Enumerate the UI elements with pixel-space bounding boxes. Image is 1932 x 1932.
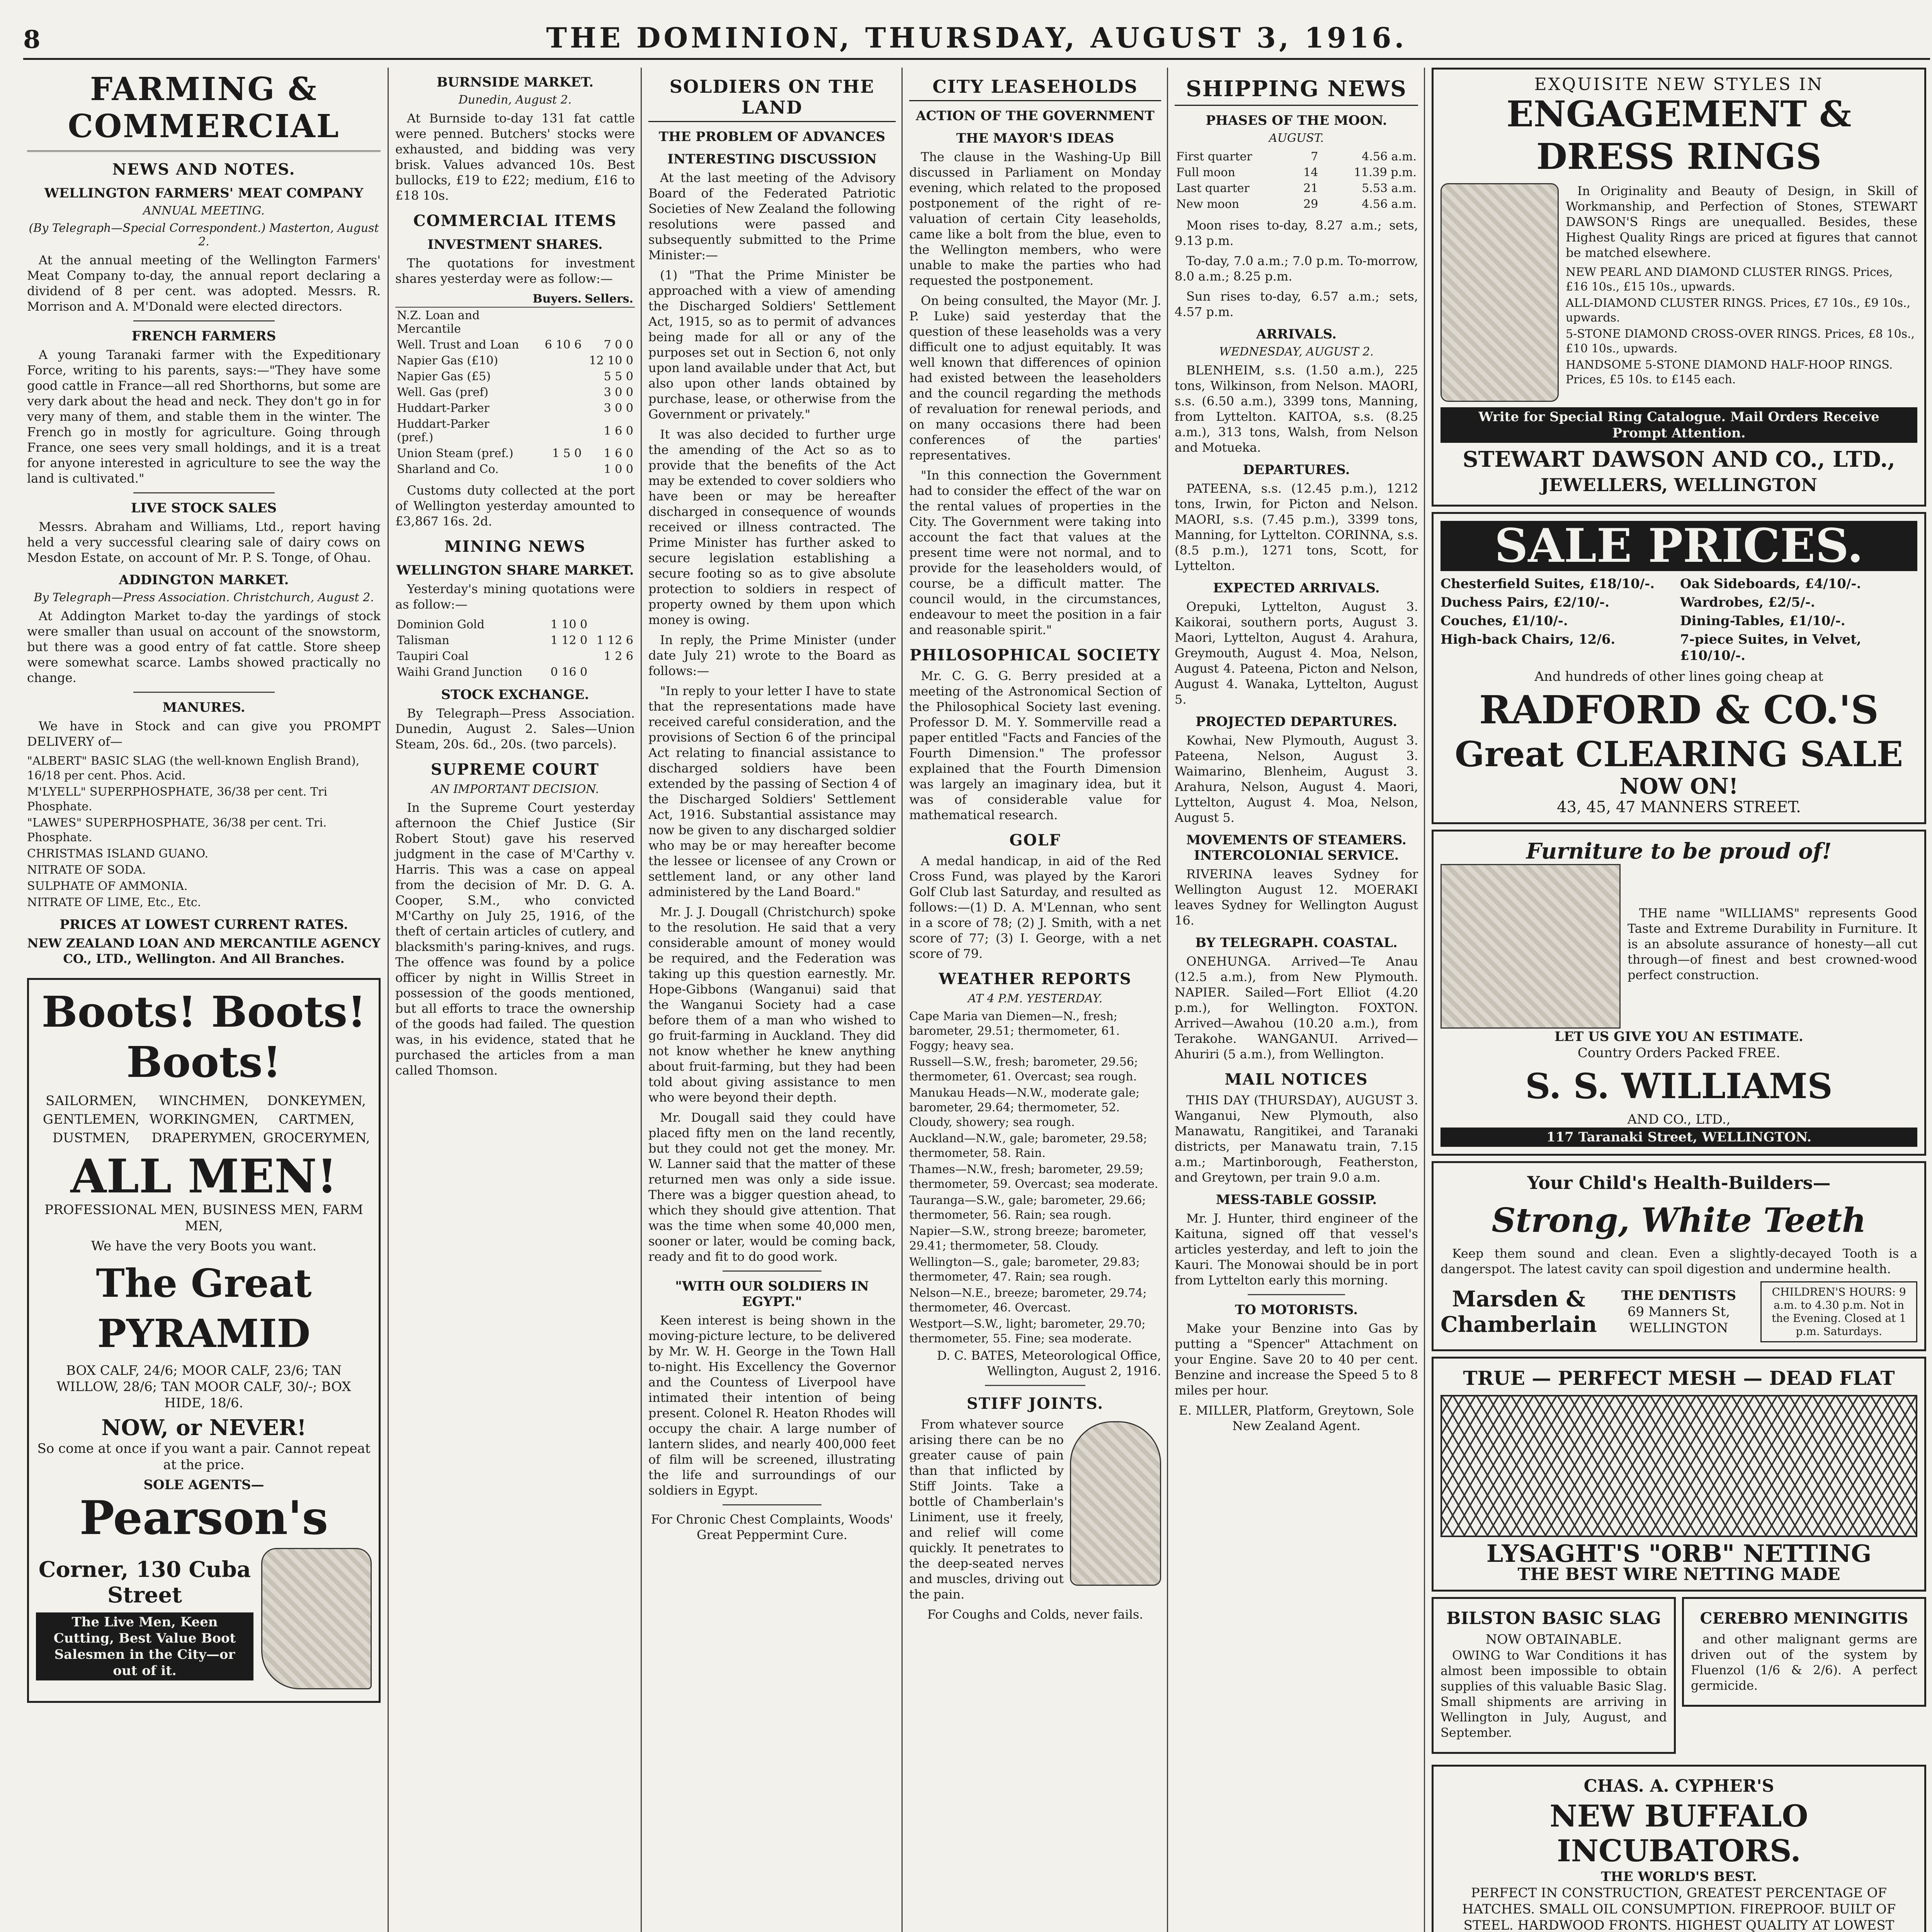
manure-item: SULPHATE OF AMMONIA. <box>27 879 188 893</box>
weather-report: Napier—S.W., strong breeze; barometer, 29.41; thermometer, 58. Cloudy. <box>909 1225 1147 1253</box>
advert-text: For Chronic Chest Complaints, Woods' Great Peppermint Cure. <box>651 1512 893 1542</box>
table-row: Well. Trust and Loan 6 10 6 7 0 0 <box>397 338 633 352</box>
sale-item: Oak Sideboards, £4/10/-. <box>1680 576 1861 592</box>
article-text: A medal handicap, in aid of the Red Cross Fund, was played by the Karori Golf Club last Saturday, and resulted as follows:—(1) D. A. M'Lennan, who sent in a score of 78; (2) J. Smith, with a net score of 77; (3) I. George, with a net score of 79. <box>909 854 1161 961</box>
article-heading: BY TELEGRAPH. COASTAL. <box>1195 935 1398 951</box>
article-dateline: (By Telegraph—Special Correspondent.) Masterton, August 2. <box>29 221 379 248</box>
boots-now-never: NOW, or NEVER! <box>101 1415 306 1440</box>
dawson-name: STEWART DAWSON AND CO., LTD., <box>1463 447 1895 472</box>
sale-item: Wardrobes, £2/5/-. <box>1680 595 1815 610</box>
lysaght-top: TRUE — PERFECT MESH — DEAD FLAT <box>1463 1367 1895 1389</box>
article-text: "In reply to your letter I have to state that the representations made have received careful consideration, and the provisions of Section 6 of the principal Act relating to financial assistance to discharged soldiers have been extended by the passing of Section 4 of the Discharged Soldiers' Settlement Act, 1916. Substantial assistance may now be given to any discharged soldier who may be or may hereafter become the lessee or licensee of any Crown or settlement land, or any other land administered by the Land Board." <box>648 684 896 899</box>
cypher-headline: NEW BUFFALO INCUBATORS. <box>1549 1799 1808 1869</box>
boot-illustration <box>261 1548 372 1689</box>
article-heading: CITY LEASEHOLDS <box>909 76 1161 101</box>
dawson-headline: ENGAGEMENT & DRESS RINGS <box>1506 93 1852 177</box>
article-heading: DEPARTURES. <box>1243 462 1350 478</box>
manure-item: "LAWES" SUPERPHOSPHATE, 36/38 per cent. Tri. Phosphate. <box>27 816 327 844</box>
article-heading: WEATHER REPORTS <box>939 970 1132 988</box>
article-text: Kowhai, New Plymouth, August 3. Pateena, Nelson, August 3. Waimarino, Blenheim, August 3. Arahura, Nelson, August 4. Maori, Lyttelton, August 4. Moa, Nelson, August 5. <box>1175 733 1418 825</box>
article-text: At the last meeting of the Advisory Board of the Federated Patriotic Societies of New Zealand the following resolutions were passed and subsequently submitted to the Prime Minister:— <box>648 170 896 262</box>
article-text: It was also decided to further urge the amending of the Act so as to provide that the benefits of the Act may be extended to cover soldiers who have been or may be hereafter discharged in consequence of wounds received or illness contracted. The Prime Minister has further asked to secure legislation establishing a secure footing so as to give absolute protection to soldiers in respect of property owned by them upon which money is owing. <box>648 427 896 627</box>
article-subheading: AT 4 P.M. YESTERDAY. <box>968 992 1103 1005</box>
column-rule <box>1424 68 1425 1932</box>
article-heading: SOLDIERS ON THE LAND <box>648 76 896 122</box>
sale-more: And hundreds of other lines going cheap at <box>1534 669 1823 684</box>
table-row: Waihi Grand Junction 0 16 0 <box>397 665 588 679</box>
article-heading: PHILOSOPHICAL SOCIETY <box>910 646 1161 664</box>
sale-item: Couches, £1/10/-. <box>1440 613 1568 629</box>
article-heading: PROJECTED DEPARTURES. <box>1196 714 1397 730</box>
ring-item: NEW PEARL AND DIAMOND CLUSTER RINGS. Prices, £16 10s., £15 10s., upwards. <box>1566 265 1893 294</box>
article-subheading: INTERESTING DISCUSSION <box>667 151 877 167</box>
boots-sole-agents: SOLE AGENTS— <box>143 1477 264 1493</box>
weather-report: Nelson—N.E., breeze; barometer, 29.74; thermometer, 46. Overcast. <box>909 1286 1147 1315</box>
article-text: Mr. C. G. G. Berry presided at a meeting of the Astronomical Section of the Philosophical Society last evening. Professor D. M. Y. Sommerville read a paper entitled "Facts and Fancies of the Fourth Dimension." The professor explained that the Fourth Dimension was largely an imaginary idea, but it was of considerable value for mathematical research. <box>909 668 1161 822</box>
phases-month: AUGUST. <box>1269 131 1324 145</box>
sale-item: Chesterfield Suites, £18/10/-. <box>1440 576 1655 592</box>
sale-item: Duchess Pairs, £2/10/-. <box>1440 595 1610 610</box>
radford-name: RADFORD & CO.'S <box>1479 687 1879 733</box>
section-heading-mining: MINING NEWS <box>444 537 586 556</box>
boots-prices: BOX CALF, 24/6; MOOR CALF, 23/6; TAN WILLOW, 28/6; TAN MOOR CALF, 30/-; BOX HIDE, 18/6. <box>56 1363 351 1411</box>
weather-footer: D. C. BATES, Meteorological Office, Wellington, August 2, 1916. <box>937 1348 1161 1378</box>
manure-prices: PRICES AT LOWEST CURRENT RATES. <box>60 917 348 932</box>
advert-text: E. MILLER, Platform, Greytown, Sole New Zealand Agent. <box>1179 1403 1414 1433</box>
cypher-text: PERFECT IN CONSTRUCTION, GREATEST PERCENTAGE OF HATCHES. SMALL OIL CONSUMPTION. FIREPROOF. BUILT OF STEEL. HARDWOOD FRONTS. HIGHEST QUALITY AT LOWEST <box>1462 1885 1896 1932</box>
table-row: New moon 29 4.56 a.m. <box>1176 197 1417 211</box>
article-heading: WELLINGTON FARMERS' MEAT COMPANY <box>44 185 364 201</box>
lysaght-name: LYSAGHT'S "ORB" NETTING <box>1486 1539 1872 1568</box>
boots-agent-address: Corner, 130 Cuba Street <box>38 1557 251 1608</box>
shipping-column <box>1171 68 1422 1932</box>
table-row: Napier Gas (£10) 12 10 0 <box>397 354 633 367</box>
boots-trades <box>36 1093 372 1146</box>
ad-heading-manures: MANURES. <box>162 700 245 715</box>
dawson-top: EXQUISITE NEW STYLES IN <box>1534 75 1824 94</box>
advert-text: For Coughs and Colds, never fails. <box>927 1607 1143 1622</box>
article-heading: FRENCH FARMERS <box>131 328 276 344</box>
article-subheading: THE PROBLEM OF ADVANCES <box>658 129 886 145</box>
article-text: Keen interest is being shown in the moving-picture lecture, to be delivered by Mr. W. H. George in the Town Hall to-night. His Excellency the Governor and the Countess of Liverpool have intimated their intention of being present. Colonel R. Heaton Rhodes will occupy the chair. A large number of lantern slides, and nearly 400,000 feet of film will be screened, illustrating the life and surroundings of our soldiers in Egypt. <box>648 1313 896 1498</box>
ad-text: We have in Stock and can give you PROMPT DELIVERY of— <box>27 719 381 749</box>
cerebro-heading: CEREBRO MENINGITIS <box>1700 1609 1908 1628</box>
section-heading-commercial: COMMERCIAL ITEMS <box>413 212 617 230</box>
weather-report: Thames—N.W., fresh; barometer, 29.59; thermometer, 59. Overcast; sea moderate. <box>909 1163 1158 1191</box>
article-text: At Burnside to-day 131 fat cattle were penned. Butchers' stocks were exhausted, and bidding was very brisk. Values advanced 10s. Best bullocks, £19 to £22; medium, £16 to £18 10s. <box>395 111 635 203</box>
table-row: Last quarter 21 5.53 a.m. <box>1176 182 1417 195</box>
article-heading: STOCK EXCHANGE. <box>441 687 589 702</box>
article-text: Mr. J. Hunter, third engineer of the Kaituna, signed off that vessel's articles yesterday, and left to join the Kauri. The Monowai should be in port from Lyttelton early this morning. <box>1175 1211 1418 1287</box>
boots-sub-trades: PROFESSIONAL MEN, BUSINESS MEN, FARM MEN, <box>44 1202 363 1234</box>
dentist-address: 69 Manners St, WELLINGTON <box>1627 1304 1730 1336</box>
ring-item: ALL-DIAMOND CLUSTER RINGS. Prices, £7 10s., £9 10s., upwards. <box>1566 296 1911 325</box>
cypher-sub: THE WORLD'S BEST. <box>1601 1869 1757 1884</box>
trade-label: WORKINGMEN, <box>149 1112 259 1127</box>
radford-advertisement <box>1432 512 1926 824</box>
trade-label: DONKEYMEN, <box>267 1093 366 1109</box>
williams-text: THE name "WILLIAMS" represents Good Taste and Extreme Durability in Furniture. It is an absolute assurance of honesty—all cut through—of finest and best crowned-wood perfect construction. <box>1628 906 1917 982</box>
farming-column <box>23 68 384 1932</box>
boots-agent-tagline: The Live Men, Keen Cutting, Best Value Boot Salesmen in the City—or out of it. <box>36 1612 253 1680</box>
cerebro-text: and other malignant germs are driven out of the system by Fluenzol (1/6 & 2/6). A perfect germicide. <box>1691 1632 1917 1693</box>
williams-advertisement <box>1432 830 1926 1156</box>
newspaper-title: THE DOMINION, THURSDAY, AUGUST 3, 1916. <box>546 21 1407 54</box>
radford-sale: Great CLEARING SALE <box>1454 734 1903 775</box>
boots-headline: Boots! Boots! Boots! <box>41 987 366 1087</box>
table-row: Dominion Gold 1 10 0 <box>397 618 588 631</box>
section-heading-shipping: SHIPPING NEWS <box>1175 76 1418 106</box>
dawson-city: JEWELLERS, WELLINGTON <box>1541 474 1817 495</box>
page-number: 8 <box>23 25 41 54</box>
boots-come: So come at once if you want a pair. Cannot repeat at the price. <box>37 1441 371 1473</box>
article-heading: "WITH OUR SOLDIERS IN EGYPT." <box>675 1279 869 1310</box>
weather-report: Auckland—N.W., gale; barometer, 29.58; thermometer, 58. Rain. <box>909 1132 1147 1160</box>
rings-illustration <box>1440 183 1559 402</box>
column-rule <box>388 68 389 1932</box>
article-text: Sun rises to-day, 6.57 a.m.; sets, 4.57 p.m. <box>1175 289 1418 319</box>
ads-column <box>1428 68 1930 1932</box>
article-heading: EXPECTED ARRIVALS. <box>1213 580 1380 596</box>
table-row: Well. Gas (pref) 3 0 0 <box>397 386 633 399</box>
article-text: Mr. J. J. Dougall (Christchurch) spoke to the resolution. He said that a very considerable amount of money would be required, and the Federation was taking up this question earnestly. Mr. Hope-Gibbons (Wanganui) said that the Wanganui Society had a case before them of a man who wished to go fruit-farming in Auckland. They did not know whether he knew anything about fruit-farming, but they had been told about giving assistance to men who were beyond their depth. <box>648 905 896 1105</box>
article-heading: WELLINGTON SHARE MARKET. <box>396 563 634 578</box>
advert-text: From whatever source arising there can be no greater cause of pain than that inflicted by Stiff Joints. Take a bottle of Chamberlain's Liniment, use it freely, and relief will come quickly. It penetrates to the deep-seated nerves and muscles, driving out the pain. <box>909 1417 1064 1602</box>
ring-item: HANDSOME 5-STONE DIAMOND HALF-HOOP RINGS. Prices, £5 10s. to £145 each. <box>1566 358 1893 386</box>
table-row: Talisman 1 12 0 1 12 6 <box>397 634 633 647</box>
dentist-text: Keep them sound and clean. Even a slightly-decayed Tooth is a dangerspot. The latest cavity can spoil digestion and undermine health. <box>1440 1246 1917 1276</box>
sale-item: 7-piece Suites, in Velvet, £10/10/-. <box>1680 632 1861 663</box>
weather-report: Westport—S.W., light; barometer, 29.70; thermometer, 55. Fine; sea moderate. <box>909 1317 1146 1345</box>
incubator-advertisement <box>1432 1765 1926 1932</box>
section-heading-mail: MAIL NOTICES <box>1225 1070 1368 1088</box>
article-text: "In this connection the Government had to consider the effect of the war on the rental values of properties in the City. The Government were taking into account the fact that values at the present time were not normal, and to provide for the leaseholders would, of course, be a difficult matter. The council would, in the circumstances, endeavour to meet the position in a fair and reasonable spirit." <box>909 468 1161 637</box>
article-text: To-day, 7.0 a.m.; 7.0 p.m. To-morrow, 8.0 a.m.; 8.25 p.m. <box>1175 253 1418 284</box>
section-heading-farming: FARMING & COMMERCIAL <box>27 68 381 152</box>
manure-item: NITRATE OF SODA. <box>27 863 146 877</box>
boots-advertisement <box>27 978 381 1703</box>
article-text: Yesterday's mining quotations were as follow:— <box>395 582 635 612</box>
basic-slag-heading: BILSTON BASIC SLAG <box>1446 1609 1661 1628</box>
wire-netting-illustration <box>1440 1395 1917 1537</box>
article-text: The clause in the Washing-Up Bill discussed in Parliament on Monday evening, which related to the proposed postponement of the right of re-valuation of certain City leaseholds, came like a bolt from the blue, even to the Wellington members, who were unable to make the parties who had requested the postponement. <box>909 150 1161 288</box>
radford-now: NOW ON! <box>1619 774 1738 799</box>
article-heading: MESS-TABLE GOSSIP. <box>1216 1192 1377 1208</box>
article-heading: INVESTMENT SHARES. <box>427 237 603 252</box>
news-subheading: NEWS AND NOTES. <box>112 160 296 179</box>
article-text: Messrs. Abraham and Williams, Ltd., report having held a very successful clearing sale of dairy cows on Mesdon Estate, on account of Mr. P. S. Tonge, of Ohau. <box>27 519 381 565</box>
basic-slag-text: OWING to War Conditions it has almost been impossible to obtain supplies of this valuable Basic Slag. Small shipments are arriving in Wellington in July, August, and September. <box>1440 1648 1667 1740</box>
boots-we-have: We have the very Boots you want. <box>91 1238 317 1254</box>
table-row: Huddart-Parker 3 0 0 <box>397 401 633 415</box>
article-text: BLENHEIM, s.s. (1.50 a.m.), 225 tons, Wilkinson, from Nelson. MAORI, s.s. (6.50 a.m.), 3399 tons, Manning, from Lyttelton. KAITOA, s.s. (8.25 a.m.), 313 tons, Walsh, from Nelson and Motueka. <box>1175 363 1418 455</box>
article-text: Mr. Dougall said they could have placed fifty men on the land recently, but they could not get the money. Mr. W. Lanner said that the matter of these returned men was only a side issue. There was a bigger question ahead, to which they should give attention. That was the time when some 40,000 men, sooner or later, would be coming back, ready and fit to do good work. <box>648 1110 896 1264</box>
basic-slag-sub: NOW OBTAINABLE. <box>1485 1632 1622 1647</box>
sale-item: High-back Chairs, 12/6. <box>1440 632 1616 647</box>
manure-item: CHRISTMAS ISLAND GUANO. <box>27 847 209 861</box>
williams-name: S. S. WILLIAMS <box>1525 1066 1833 1107</box>
mining-table <box>395 617 635 680</box>
investment-table: Buyers. Sellers. N.Z. Loan and Mercantile Well. Trust and Loan 6 10 6 7 0 0 Napier Gas (£10) 12 10 0 Napier Gas (£5) 5 5 0 Well. Gas (pref) 3 0 0 Huddart-Parker 3 0 0 Huddart-Parker (pref.) 1 6 0 Union Steam (pref.) 1 5 0 1 6 0 Sharland and Co. 1 0 0 <box>395 291 635 477</box>
advert-heading-motorists: TO MOTORISTS. <box>1235 1302 1358 1318</box>
cerebro-advertisement <box>1682 1597 1926 1707</box>
article-heading: MOVEMENTS OF STEAMERS. INTERCOLONIAL SERVICE. <box>1186 832 1406 863</box>
article-dateline: Dunedin, August 2. <box>458 93 572 107</box>
soldiers-column <box>645 68 900 1932</box>
weather-report: Tauranga—S.W., gale; barometer, 29.66; thermometer, 56. Rain; sea rough. <box>909 1194 1146 1222</box>
article-text: In the Supreme Court yesterday afternoon the Chief Justice (Sir Robert Stout) gave his reserved judgment in the case of M'Carthy v. Harris. This was a case on appeal from the decision of Mr. D. G. A. Cooper, S.M., who convicted M'Carthy on July 25, 1916, of the theft of certain articles of cutlery, and blacksmith's paring-knives, and rugs. The offence was found by a police officer by night in Willis Street in possession of the goods mentioned, but all efforts to trace the ownership of the goods had failed. The question was, in his evidence, stated that he purchased the articles from a man called Thomson. <box>395 800 635 1078</box>
boots-agent-name: Pearson's <box>79 1491 328 1545</box>
column-rule <box>901 68 903 1932</box>
williams-estimate: LET US GIVE YOU AN ESTIMATE. <box>1554 1029 1803 1044</box>
sale-item: Dining-Tables, £1/10/-. <box>1680 613 1845 629</box>
bed-illustration <box>1440 864 1621 1029</box>
city-column <box>905 68 1165 1932</box>
article-subheading: AN IMPORTANT DECISION. <box>431 782 599 796</box>
ring-item: 5-STONE DIAMOND CROSS-OVER RINGS. Prices, £8 10s., £10 10s., upwards. <box>1566 327 1915 355</box>
article-text: By Telegraph—Press Association. Dunedin, August 2. Sales—Union Steam, 20s. 6d., 20s. (two parcels). <box>395 706 635 752</box>
moon-phases-table <box>1175 149 1418 212</box>
manure-agent: NEW ZEALAND LOAN AND MERCANTILE AGENCY CO., LTD., Wellington. And All Branches. <box>27 936 381 966</box>
article-subheading: ACTION OF THE GOVERNMENT <box>916 108 1155 124</box>
dentist-sub: Strong, White Teeth <box>1492 1201 1866 1240</box>
masthead <box>23 15 1930 60</box>
williams-address: 117 Taranaki Street, WELLINGTON. <box>1440 1128 1917 1147</box>
table-row: Full moon 14 11.39 p.m. <box>1176 166 1417 179</box>
cypher-top: CHAS. A. CYPHER'S <box>1583 1776 1774 1796</box>
article-heading: LIVE STOCK SALES <box>131 500 277 516</box>
dentist-children: CHILDREN'S HOURS: 9 a.m. to 4.30 p.m. Not in the Evening. Closed at 1 p.m. Saturdays. <box>1760 1281 1917 1342</box>
article-heading: GOLF <box>1009 831 1061 849</box>
column-rule <box>641 68 642 1932</box>
article-heading: ADDINGTON MARKET. <box>119 572 289 588</box>
advert-text: Make your Benzine into Gas by putting a "Spencer" Attachment on your Engine. Save 20 to 40 per cent. Benzine and increase the Speed 5 to 8 miles per hour. <box>1175 1321 1418 1398</box>
trade-label: CARTMEN, <box>279 1112 355 1127</box>
table-row: First quarter 7 4.56 a.m. <box>1176 150 1417 163</box>
trade-label: WINCHMEN, <box>159 1093 249 1109</box>
dentist-label: THE DENTISTS <box>1621 1288 1736 1303</box>
table-row: Union Steam (pref.) 1 5 0 1 6 0 <box>397 447 633 460</box>
trade-label: SAILORMEN, <box>46 1093 137 1109</box>
trade-label: GENTLEMEN, <box>43 1112 139 1127</box>
table-row: Taupiri Coal 1 2 6 <box>397 650 633 663</box>
dentist-name: Marsden & Chamberlain <box>1440 1286 1597 1337</box>
weather-report: Wellington—S., gale; barometer, 29.83; thermometer, 47. Rain; sea rough. <box>909 1255 1140 1284</box>
weather-report: Russell—S.W., fresh; barometer, 29.56; thermometer, 61. Overcast; sea rough. <box>909 1055 1138 1083</box>
williams-headline: Furniture to be proud of! <box>1526 838 1832 864</box>
lysaght-sub: THE BEST WIRE NETTING MADE <box>1517 1565 1840 1584</box>
dawson-text: In Originality and Beauty of Design, in Skill of Workmanship, and Perfection of Stones, STEWART DAWSON'S Rings are unequalled. Besides, these Highest Quality Rings are priced at figures that cannot be matched elsewhere. <box>1566 184 1917 260</box>
weather-report: Manukau Heads—N.W., moderate gale; barometer, 29.64; thermometer, 52. Cloudy, showery; sea rough. <box>909 1086 1140 1129</box>
dentist-headline: Your Child's Health-Builders— <box>1527 1172 1831 1193</box>
table-row: Huddart-Parker (pref.) 1 6 0 <box>397 417 633 444</box>
table-row: Napier Gas (£5) 5 5 0 <box>397 370 633 383</box>
market-column <box>391 68 639 1932</box>
williams-orders: Country Orders Packed FREE. <box>1577 1045 1781 1061</box>
boots-pyramid: The Great PYRAMID <box>96 1260 312 1356</box>
article-text: ONEHUNGA. Arrived—Te Anau (12.5 a.m.), from New Plymouth. NAPIER. Sailed—Fort Elliot (4.20 p.m.), for Wellington. FOXTON. Arrived—Awahou (10.20 a.m.), from Terakohe. WANGANUI. Arrived—Ahuriri (5 a.m.), from Wellington. <box>1175 954 1418 1061</box>
dawson-note: Write for Special Ring Catalogue. Mail Orders Receive Prompt Attention. <box>1440 407 1917 443</box>
manure-item: NITRATE OF LIME, Etc., Etc. <box>27 896 201 909</box>
column-rule <box>1167 68 1168 1932</box>
article-text: Moon rises to-day, 8.27 a.m.; sets, 9.13 p.m. <box>1175 218 1418 248</box>
article-subheading: ANNUAL MEETING. <box>143 204 265 218</box>
article-text: RIVERINA leaves Sydney for Wellington August 12. MOERAKI leaves Sydney for Wellington August 16. <box>1175 867 1418 928</box>
trade-label: DRAPERYMEN, <box>151 1130 256 1146</box>
section-heading-supreme-court: SUPREME COURT <box>430 760 600 779</box>
article-text: In reply, the Prime Minister (under date July 21) wrote to the Board as follows:— <box>648 633 896 678</box>
article-dateline: WEDNESDAY, AUGUST 2. <box>1219 345 1374 359</box>
article-text: At Addington Market to-day the yardings of stock were smaller than usual on account of the snowstorm, but there was a good entry of fat cattle. Store sheep were somewhat scarce. Lambs showed practically no change. <box>27 609 381 685</box>
basic-slag-advertisement <box>1432 1597 1676 1754</box>
sale-headline: SALE PRICES. <box>1440 521 1917 571</box>
trade-label: DUSTMEN, <box>52 1130 130 1146</box>
advert-heading-stiff-joints: STIFF JOINTS. <box>966 1395 1104 1413</box>
article-text: Orepuki, Lyttelton, August 3. Kaikorai, southern ports, August 3. Maori, Lyttelton, August 4. Arahura, Greymouth, August 4. Moa, Nelson, August 4. Pateena, Picton and Nelson, August 4. Wanaka, Lyttelton, August 5. <box>1175 599 1418 707</box>
boots-all-men: ALL MEN! <box>70 1149 337 1204</box>
table-row: Sharland and Co. 1 0 0 <box>397 463 633 476</box>
article-heading: PHASES OF THE MOON. <box>1206 113 1387 128</box>
article-text: PATEENA, s.s. (12.45 p.m.), 1212 tons, Irwin, for Picton and Nelson. MAORI, s.s. (7.45 p.m.), 3399 tons, Manning, for Lyttelton. CORINNA, s.s. (8.5 p.m.), 1271 tons, Scott, for Lyttelton. <box>1175 481 1418 573</box>
article-subheading: THE MAYOR'S IDEAS <box>956 131 1114 146</box>
article-text: At the annual meeting of the Wellington Farmers' Meat Company to-day, the annual report declaring a dividend of 8 per cent. was adopted. Messrs. R. Morrison and A. M'Donald were elected directors. <box>27 253 381 314</box>
article-heading: ARRIVALS. <box>1256 327 1337 342</box>
trade-label: GROCERYMEN, <box>263 1130 370 1146</box>
article-text: Customs duty collected at the port of Wellington yesterday amounted to £3,867 16s. 2d. <box>395 483 635 529</box>
article-text: (1) "That the Prime Minister be approached with a view of amending the Discharged Soldiers' Settlement Act, 1915, so as to permit of advances being made for all or any of the purposes set out in Section 6, not only upon land available under that Act, but also upon other lands obtained by purchase, lease, or otherwise from the Government or privately." <box>648 268 896 422</box>
manure-item: M'LYELL" SUPERPHOSPHATE, 36/38 per cent. Tri Phosphate. <box>27 785 327 813</box>
article-text: THIS DAY (THURSDAY), AUGUST 3. Wanganui, New Plymouth, also Manawatu, Rangitikei, and Taranaki districts, per Manawatu train, 7.15 a.m.; Martinborough, Featherston, and Greytown, per train 9.0 a.m. <box>1175 1093 1418 1185</box>
stewart-dawson-advertisement <box>1432 68 1926 507</box>
manure-item: "ALBERT" BASIC SLAG (the well-known English Brand), 16/18 per cent. Phos. Acid. <box>27 754 360 782</box>
radford-address: 43, 45, 47 MANNERS STREET. <box>1557 798 1801 816</box>
article-dateline: By Telegraph—Press Association. Christchurch, August 2. <box>34 591 374 604</box>
article-text: The quotations for investment shares yesterday were as follow:— <box>395 256 635 286</box>
table-row: N.Z. Loan and Mercantile <box>397 309 480 336</box>
williams-co: AND CO., LTD., <box>1627 1112 1731 1127</box>
article-text: On being consulted, the Mayor (Mr. J. P. Luke) said yesterday that the question of these leaseholds was a very difficult one to adjust equitably. It was well known that differences of opinion had existed between the leaseholders and the council regarding the methods of revaluation for renewal periods, and on many occasions there had been conferences of the parties' representatives. <box>909 293 1161 463</box>
weather-report: Cape Maria van Diemen—N., fresh; barometer, 29.51; thermometer, 61. Foggy; heavy sea. <box>909 1010 1120 1053</box>
dentist-advertisement <box>1432 1161 1926 1351</box>
article-text: A young Taranaki farmer with the Expeditionary Force, writing to his parents, says:—"They have some good cattle in France—all red Shorthorns, but some are very dark about the head and neck. They don't go in for very many of them, and stable them in the winter. The French go in mostly for agriculture. Going through France, one sees very small holdings, and it is a treat for anyone interested in agriculture to see the way the land is cultivated." <box>27 347 381 486</box>
lysaght-advertisement <box>1432 1357 1926 1592</box>
article-heading: BURNSIDE MARKET. <box>437 75 594 90</box>
man-illustration <box>1070 1421 1161 1586</box>
